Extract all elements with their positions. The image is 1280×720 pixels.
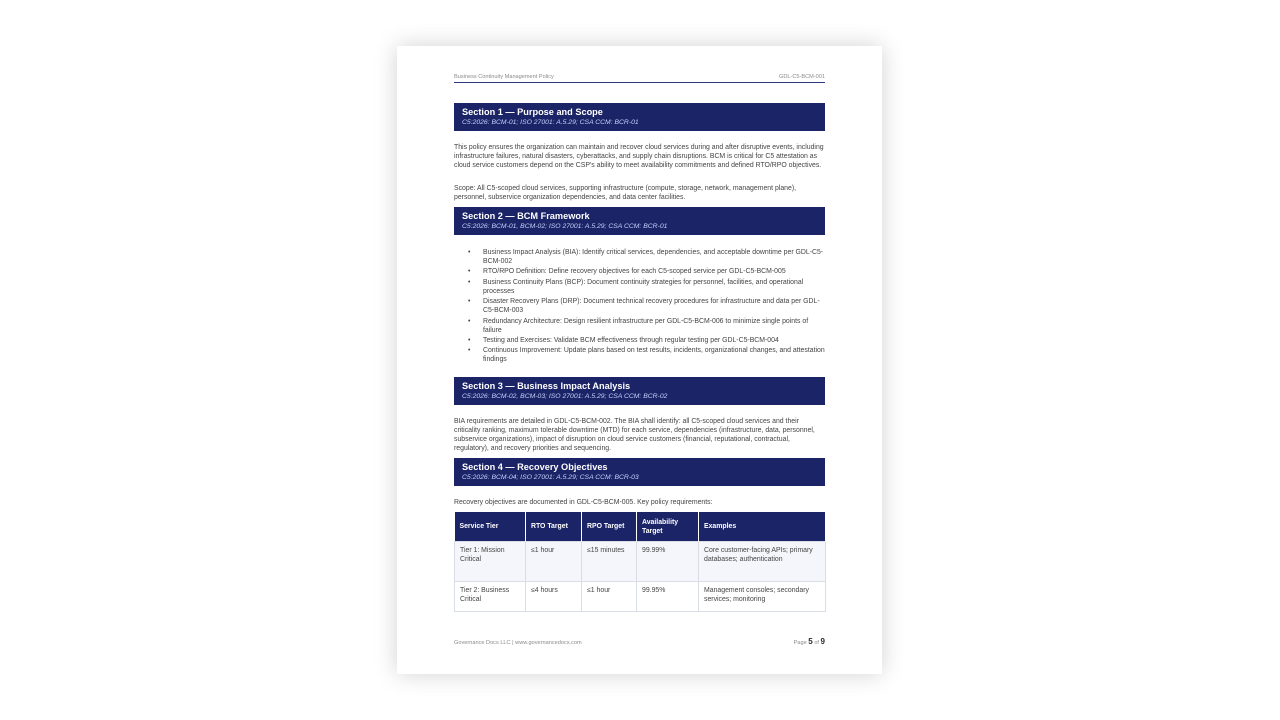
table-cell: ≤15 minutes xyxy=(582,542,637,582)
column-header: Availability Target xyxy=(637,512,699,542)
section-title: Section 4 — Recovery Objectives xyxy=(462,462,608,472)
table-cell: Core customer-facing APIs; primary databases; authentication xyxy=(699,542,826,582)
header-doc-id: GDL-C5-BCM-001 xyxy=(778,74,825,80)
section-3-heading xyxy=(454,377,825,405)
recovery-objectives-table xyxy=(454,512,826,612)
section-title: Section 1 — Purpose and Scope xyxy=(462,107,603,117)
table-cell: ≤4 hours xyxy=(526,582,582,612)
table-cell: ≤1 hour xyxy=(526,542,582,582)
header-doc-title: Business Continuity Management Policy xyxy=(454,74,554,80)
section-1-paragraph-1: This policy ensures the organization can maintain and recover cloud services during and after disruptive events, including infrastructure failures, natural disasters, cyberattacks, and supply chain disruptions. BCM is critical for C5 attestation as cloud service customers depend on the CSP's ability to meet availability commitments and defined RTO/RPO objectives. xyxy=(454,144,824,169)
column-header: RPO Target xyxy=(582,512,637,542)
section-refs: C5:2026: BCM-01, BCM-02; ISO 27001: A.5.29; CSA CCM: BCR-01 xyxy=(462,223,668,230)
section-refs: C5:2026: BCM-01; ISO 27001: A.5.29; CSA CCM: BCR-01 xyxy=(462,119,639,126)
column-header: RTO Target xyxy=(526,512,582,542)
list-item: • Business Continuity Plans (BCP): Document continuity strategies for personnel, facilities, and operational processes xyxy=(454,278,825,296)
of-label: of xyxy=(814,640,819,646)
table-header-row xyxy=(455,512,826,542)
section-1-paragraph-2: Scope: All C5-scoped cloud services, supporting infrastructure (compute, storage, network, management plane), personnel, subservice organization dependencies, and data center facilities. xyxy=(454,185,797,201)
document-page xyxy=(397,46,882,674)
section-4-heading xyxy=(454,458,825,486)
footer-company: Governance Docs LLC | www.governancedocs.com xyxy=(454,640,582,646)
table-cell: Tier 2: Business Critical xyxy=(455,582,526,612)
section-4-paragraph-1: Recovery objectives are documented in GDL-C5-BCM-005. Key policy requirements: xyxy=(454,499,713,506)
table-row xyxy=(455,582,826,612)
total-pages: 9 xyxy=(820,637,825,646)
running-header xyxy=(454,74,825,83)
list-item: • Disaster Recovery Plans (DRP): Document technical recovery procedures for infrastructure and data per GDL-C5-BCM-003 xyxy=(454,297,825,315)
section-title: Section 3 — Business Impact Analysis xyxy=(462,381,631,391)
table-cell: 99.99% xyxy=(637,542,699,582)
section-2-heading xyxy=(454,207,825,235)
section-refs: C5:2026: BCM-02, BCM-03; ISO 27001: A.5.29; CSA CCM: BCR-02 xyxy=(462,393,668,400)
table-cell: ≤1 hour xyxy=(582,582,637,612)
table-cell: Management consoles; secondary services; monitoring xyxy=(699,582,826,612)
table-cell: Tier 1: Mission Critical xyxy=(455,542,526,582)
section-1-heading xyxy=(454,103,825,131)
page-footer xyxy=(454,637,825,646)
column-header: Examples xyxy=(699,512,826,542)
list-item: • Continuous Improvement: Update plans based on test results, incidents, organizational changes, and attestation findings xyxy=(454,346,825,364)
table-cell: 99.95% xyxy=(637,582,699,612)
bcm-framework-list xyxy=(454,248,825,366)
section-title: Section 2 — BCM Framework xyxy=(462,211,590,221)
column-header: Service Tier xyxy=(455,512,526,542)
section-refs: C5:2026: BCM-04; ISO 27001: A.5.29; CSA CCM: BCR-03 xyxy=(462,474,639,481)
list-item: • RTO/RPO Definition: Define recovery objectives for each C5-scoped service per GDL-C5-BCM-005 xyxy=(454,267,825,276)
list-item: • Testing and Exercises: Validate BCM effectiveness through regular testing per GDL-C5-BCM-004 xyxy=(454,336,825,345)
current-page: 5 xyxy=(808,637,813,646)
list-item: • Business Impact Analysis (BIA): Identify critical services, dependencies, and acceptable downtime per GDL-C5-BCM-002 xyxy=(454,248,825,266)
table-row xyxy=(455,542,826,582)
section-3-paragraph-1: BIA requirements are detailed in GDL-C5-BCM-002. The BIA shall identify: all C5-scoped cloud services and their criticality ranking, maximum tolerable downtime (MTD) for each service, dependencies (infrastructure, data, personnel, subservice organizations), impact of disruption on cloud service customers (financial, reputational, contractual, regulatory), and recovery priorities and sequencing. xyxy=(454,418,815,452)
page-label: Page xyxy=(793,640,807,646)
list-item: • Redundancy Architecture: Design resilient infrastructure per GDL-C5-BCM-006 to minimize single points of failure xyxy=(454,317,825,335)
page-number xyxy=(794,637,825,646)
